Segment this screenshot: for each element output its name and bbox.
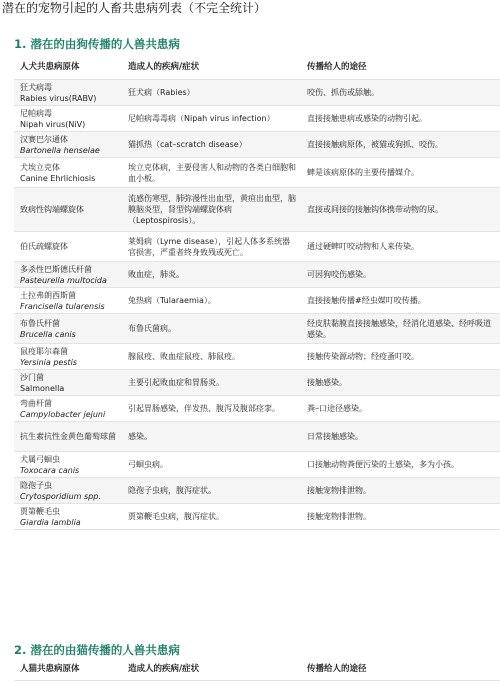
pathogen-name: 弯曲杆菌 [20, 398, 52, 408]
header-pathogen: 人猫共患病原体 [20, 664, 80, 674]
route-cell [301, 232, 500, 261]
disease-cell [122, 106, 301, 131]
table-row [14, 422, 500, 452]
disease-text: 猫抓热（cat–scratch disease） [128, 140, 247, 149]
table-header-row [14, 56, 500, 80]
pathogen-scientific-name: Giardia lamblia [20, 517, 81, 527]
pathogen-cell [14, 288, 122, 313]
pathogen-name: 汉赛巴尔通体 [20, 134, 68, 144]
route-text: 口接触动物粪便污染的土感染，多为小孩。 [307, 460, 459, 469]
disease-text: 贾第鞭毛虫病，腹泻症状。 [128, 512, 224, 521]
route-cell [301, 504, 500, 529]
route-text: 直接或间接的接触钩体携带动物的尿。 [307, 205, 443, 214]
route-cell [301, 314, 500, 343]
route-text: 接触宠物排泄物。 [307, 486, 371, 495]
disease-text: 兔热病（Tularaemia）。 [128, 296, 216, 305]
route-text: 日常接触感染。 [307, 432, 363, 441]
pathogen-cell [14, 504, 122, 529]
disease-text: 流感伤寒型，肺弥漫性出血型，黄疸出血型，脑膜脑炎型，肾型钩端螺旋体病（Leptospirosis）。 [128, 194, 296, 225]
route-text: 经皮肤黏膜直接接触感染，经消化道感染、经呼吸道感染。 [307, 318, 491, 339]
pathogen-scientific-name: Canine Ehrlichiosis [20, 173, 96, 183]
disease-cell [122, 370, 301, 395]
disease-cell [122, 314, 301, 343]
table-row [14, 452, 500, 478]
route-cell [301, 478, 500, 503]
pathogen-name: 犬属弓蛔虫 [20, 454, 60, 464]
route-text: 直接接触患病或感染的动物引起。 [307, 114, 427, 123]
pathogen-cell [14, 314, 122, 343]
pathogen-cell [14, 344, 122, 369]
route-text: 接触传染源动物；经疫蚤叮咬。 [307, 352, 419, 361]
pathogen-scientific-name: Nipah virus(NiV) [20, 119, 86, 129]
pathogen-scientific-name: Crytosporidium spp. [20, 491, 101, 501]
pathogen-cell [14, 106, 122, 131]
table-row [14, 314, 500, 344]
header-route: 传播给人的途径 [307, 664, 367, 674]
pathogen-name: 土拉弗朗西斯菌 [20, 290, 76, 300]
pathogen-cell [14, 422, 122, 451]
table-row [14, 478, 500, 504]
pathogen-name: 尼帕病毒 [20, 108, 52, 118]
table-row [14, 504, 500, 530]
table-row [14, 288, 500, 314]
route-cell [301, 106, 500, 131]
disease-text: 布鲁氏菌病。 [128, 324, 176, 333]
table-row [14, 158, 500, 188]
pathogen-name: 隐孢子虫 [20, 480, 52, 490]
disease-cell [122, 452, 301, 477]
disease-text: 埃立克体病，主要侵害人和动物的各类白细胞和血小板。 [128, 162, 296, 183]
pathogen-cell [14, 80, 122, 105]
page-title: 潜在的宠物引起的人畜共患病列表（不完全统计） [2, 1, 267, 15]
disease-cell [122, 158, 301, 187]
disease-cell [122, 132, 301, 157]
pathogen-name: 伯氏疏螺旋体 [20, 242, 68, 251]
disease-text: 引起胃肠感染，伴发热、腹泻及腹部痉挛。 [128, 404, 280, 413]
pathogen-cell [14, 158, 122, 187]
pathogen-name: 抗生素抗性金黄色葡萄球菌 [20, 432, 116, 441]
dog-zoonoses-table [14, 56, 500, 530]
disease-cell [122, 80, 301, 105]
pathogen-cell [14, 396, 122, 421]
pathogen-name: 沙门菌 [20, 372, 44, 382]
route-text: 接触感染。 [307, 378, 347, 387]
route-cell [301, 80, 500, 105]
route-text: 可因狗咬伤感染。 [307, 270, 371, 279]
pathogen-cell [14, 232, 122, 261]
route-cell [301, 422, 500, 451]
pathogen-cell [14, 478, 122, 503]
disease-text: 隐孢子虫病，腹泻症状。 [128, 486, 216, 495]
route-cell [301, 188, 500, 231]
pathogen-scientific-name: Rabies virus(RABV) [20, 93, 97, 103]
table-row [14, 80, 500, 106]
table-row [14, 188, 500, 232]
pathogen-name: 多杀性巴斯德氏杆菌 [20, 264, 92, 274]
pathogen-scientific-name: Toxocara canis [20, 465, 80, 475]
pathogen-scientific-name: Bartonella henselae [20, 145, 100, 155]
table-row [14, 232, 500, 262]
pathogen-name: 致病性钩端螺旋体 [20, 205, 84, 214]
route-cell [301, 452, 500, 477]
disease-text: 尼帕病毒毒病（Nipah virus infection） [128, 114, 275, 123]
disease-cell [122, 344, 301, 369]
route-text: 咬伤、抓伤或舔触。 [307, 88, 379, 97]
table-row [14, 262, 500, 288]
pathogen-name: 贾第鞭毛虫 [20, 506, 60, 516]
pathogen-scientific-name: Campylobacter jejuni [20, 409, 106, 419]
route-text: 通过硬蜱叮咬动物和人来传染。 [307, 242, 419, 251]
disease-text: 感染。 [128, 432, 152, 441]
disease-cell [122, 288, 301, 313]
pathogen-name: 狂犬病毒 [20, 82, 52, 92]
header-route: 传播给人的途径 [307, 62, 367, 72]
header-disease: 造成人的疾病/症状 [128, 62, 200, 72]
disease-text: 弓蛔虫病。 [128, 460, 168, 469]
pathogen-name: 犬埃立克体 [20, 162, 60, 172]
disease-text: 主要引起败血症和胃肠炎。 [128, 378, 224, 387]
route-text: 蜱是该病原体的主要传播媒介。 [307, 168, 419, 177]
route-cell [301, 158, 500, 187]
route-cell [301, 288, 500, 313]
route-cell [301, 262, 500, 287]
table-row [14, 106, 500, 132]
disease-cell [122, 478, 301, 503]
route-text: 接触宠物排泄物。 [307, 512, 371, 521]
disease-text: 腺鼠疫、败血症鼠疫、肺鼠疫。 [128, 352, 240, 361]
pathogen-cell [14, 370, 122, 395]
table-row [14, 132, 500, 158]
table-row [14, 396, 500, 422]
pathogen-cell [14, 262, 122, 287]
pathogen-name: 布鲁氏杆菌 [20, 318, 60, 328]
pathogen-scientific-name: Brucella canis [20, 329, 76, 339]
route-cell [301, 370, 500, 395]
route-cell [301, 132, 500, 157]
pathogen-scientific-name: Salmonella [20, 383, 65, 393]
table-row [14, 370, 500, 396]
disease-text: 败血症，肺炎。 [128, 270, 184, 279]
disease-text: 莱姆病（Lyme disease），引起人体多系统器官损害，严重者终身致残或死亡。 [128, 236, 291, 257]
header-pathogen: 人犬共患病原体 [20, 62, 80, 72]
route-cell [301, 396, 500, 421]
pathogen-scientific-name: Pasteurella multocida [20, 275, 107, 285]
pathogen-cell [14, 132, 122, 157]
route-text: 直接接触传播#经虫媒叮咬传播。 [307, 296, 426, 305]
route-text: 直接接触病原体，被猫或狗抓、咬伤。 [307, 140, 443, 149]
header-disease: 造成人的疾病/症状 [128, 664, 200, 674]
pathogen-scientific-name: Yersinia pestis [20, 357, 78, 367]
disease-cell [122, 232, 301, 261]
route-text: 粪–口途径感染。 [307, 404, 367, 413]
disease-cell [122, 504, 301, 529]
cat-zoonoses-table [14, 659, 500, 681]
disease-cell [122, 422, 301, 451]
disease-cell [122, 188, 301, 231]
cat-section-title: 2. 潜在的由猫传播的人兽共患病 [14, 643, 180, 657]
pathogen-name: 鼠疫耶尔森菌 [20, 346, 68, 356]
table-header-row [14, 659, 500, 681]
pathogen-cell [14, 452, 122, 477]
disease-cell [122, 396, 301, 421]
dog-section-title: 1. 潜在的由狗传播的人兽共患病 [14, 37, 180, 51]
pathogen-scientific-name: Francisella tularensis [20, 301, 105, 311]
pathogen-cell [14, 188, 122, 231]
disease-cell [122, 262, 301, 287]
disease-text: 狂犬病（Rabies） [128, 88, 195, 97]
table-row [14, 344, 500, 370]
route-cell [301, 344, 500, 369]
